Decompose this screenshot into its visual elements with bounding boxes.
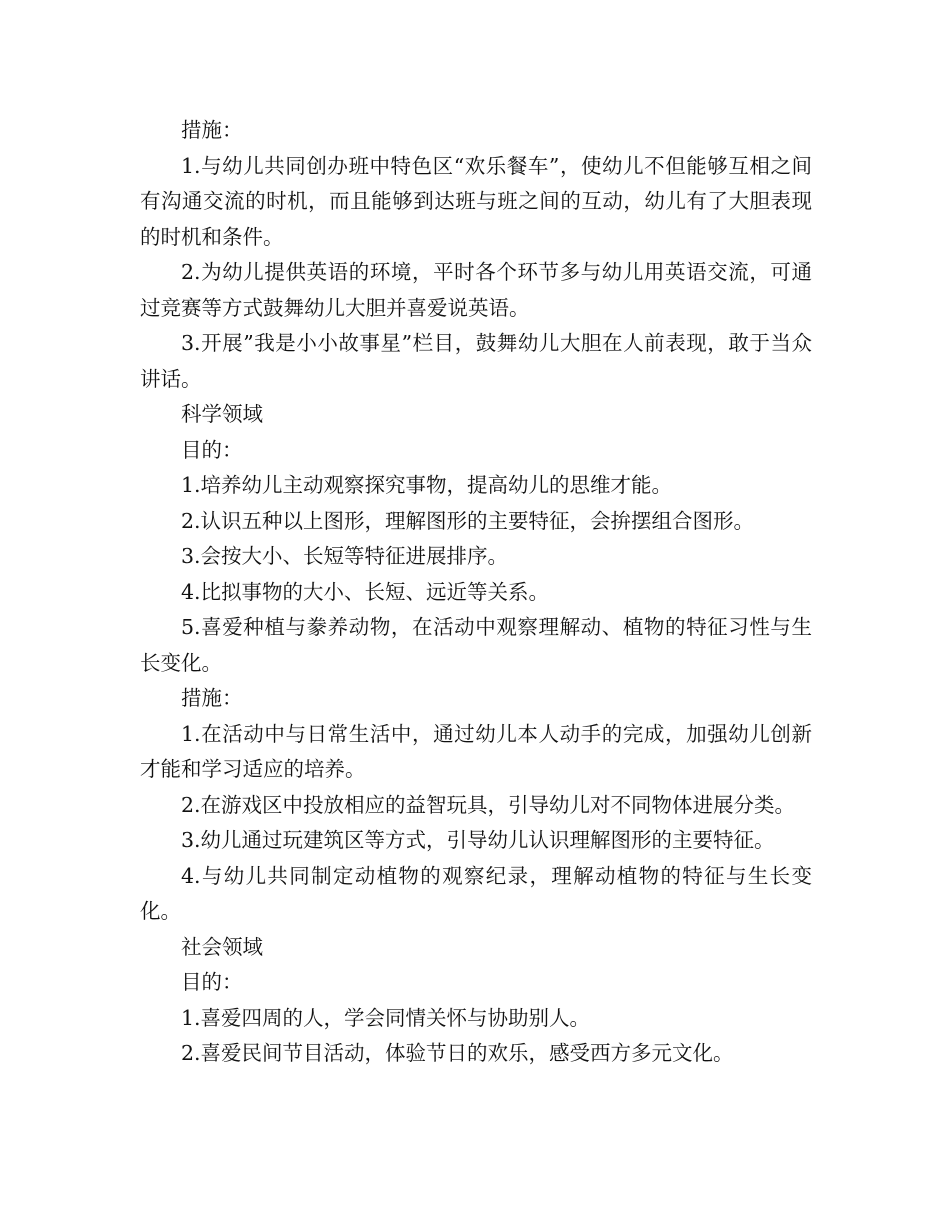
measure-item-3: 3.开展”我是小小故事星”栏目，鼓舞幼儿大胆在人前表现，敢于当众讲话。: [140, 331, 812, 391]
goal-item-5: 5.喜爱种植与豢养动物，在活动中观察理解动、植物的特征习性与生长变化。: [140, 615, 812, 675]
section-heading-science: 科学领域: [181, 402, 263, 426]
measure-item-1: 1.在活动中与日常生活中，通过幼儿本人动手的完成，加强幼儿创新才能和学习适应的培养。: [140, 721, 812, 781]
measure-item-2: 2.在游戏区中投放相应的益智玩具，引导幼儿对不同物体进展分类。: [181, 792, 796, 817]
goal-item-1: 1.培养幼儿主动观察探究事物，提高幼儿的思维才能。: [181, 473, 673, 497]
goal-item-2: 2.认识五种以上图形，理解图形的主要特征，会拚摆组合图形。: [181, 508, 755, 533]
goal-item-2: 2.喜爱民间节目活动，体验节日的欢乐，感受西方多元文化。: [181, 1041, 734, 1065]
goals-heading: 目的：: [181, 437, 243, 462]
measure-item-3: 3.幼儿通过玩建筑区等方式，引导幼儿认识理解图形的主要特征。: [181, 828, 775, 852]
measures-heading: 措施：: [181, 118, 243, 142]
section-heading-social: 社会领域: [181, 934, 263, 959]
document-page: [140, 113, 812, 1072]
goal-item-4: 4.比拟事物的大小、长短、远近等关系。: [181, 579, 550, 604]
measures-heading: 措施：: [181, 686, 243, 710]
measure-item-4: 4.与幼儿共同制定动植物的观察纪录，理解动植物的特征与生长变化。: [140, 863, 812, 923]
goals-heading: 目的：: [181, 970, 243, 994]
measure-item-1: 1.与幼儿共同创办班中特色区“欢乐餐车”，使幼儿不但能够互相之间有沟通交流的时机，而且能够到达班与班之间的互动，幼儿有了大胆表现的时机和条件。: [140, 153, 812, 249]
goal-item-3: 3.会按大小、长短等特征进展排序。: [181, 544, 509, 568]
measure-item-2: 2.为幼儿提供英语的环境，平时各个环节多与幼儿用英语交流，可通过竞赛等方式鼓舞幼儿大胆并喜爱说英语。: [140, 260, 812, 320]
goal-item-1: 1.喜爱四周的人，学会同情关怀与协助别人。: [181, 1005, 591, 1030]
